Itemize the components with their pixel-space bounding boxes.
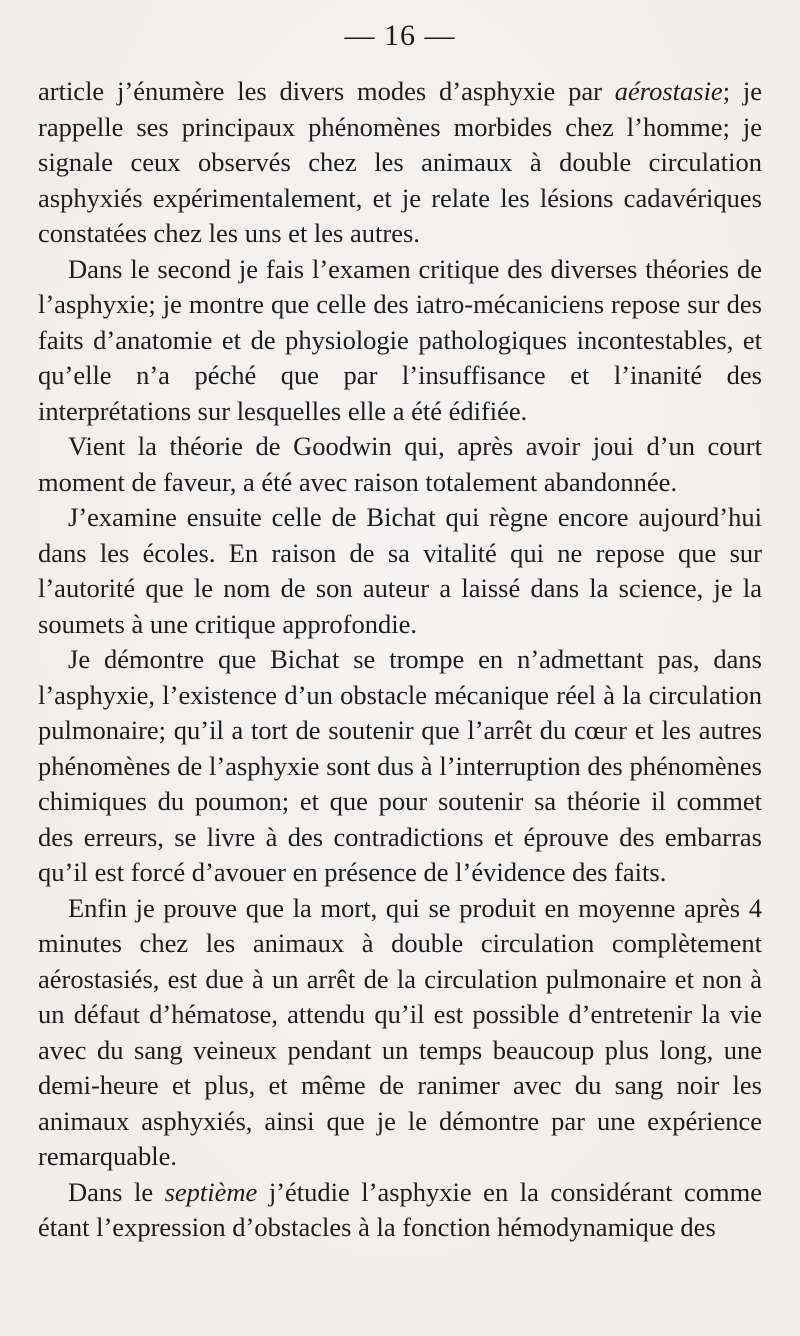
paragraph-1 — [38, 74, 762, 252]
term-aerostasie: aérostasie — [614, 76, 723, 106]
paragraph-1-text-start: article j’énumère les divers modes d’asphyxie par — [38, 76, 615, 106]
paragraph-7-text-end: j’étudie l’asphyxie en la considérant comme étant l’expression d’obstacles à la fonction hémodynamique des — [38, 1176, 762, 1242]
paragraph-4: J’examine ensuite celle de Bichat qui règne encore aujourd’hui dans les écoles. En raison de sa vitalité qui ne repose que sur l’autorité que le nom de son auteur a laissé dans la science, je la soumets à une critique approfondie. — [38, 502, 762, 639]
paragraph-7-text-start: Dans le — [68, 1176, 165, 1207]
paragraph-7 — [38, 1175, 762, 1246]
paragraph-2: Dans le second je fais l’examen critique des diverses théories de l’asphyxie; je montre que celle des iatro-mécaniciens repose sur des faits d’anatomie et de physiologie pathologiques incontestables, et qu’elle n’a péché que par l’insuffisance et l’inanité des interprétations sur lesquelles elle a été édifiée. — [38, 253, 762, 426]
paragraph-5: Je démontre que Bichat se trompe en n’admettant pas, dans l’asphyxie, l’existence d’un obstacle mécanique réel à la circulation pulmonaire; qu’il a tort de soutenir que l’arrêt du cœur et les autres phénomènes de l’asphyxie sont dus à l’interruption des phénomènes chimiques du poumon; et que pour soutenir sa théorie il commet des erreurs, se livre à des contradictions et éprouve des embarras qu’il est forcé d’avouer en présence de l’évidence des faits. — [38, 644, 762, 887]
page-number: — 16 — — [344, 19, 456, 52]
paragraph-3: Vient la théorie de Goodwin qui, après avoir joui d’un court moment de faveur, a été avec raison totalement abandonnée. — [38, 431, 762, 497]
paragraph-6: Enfin je prouve que la mort, qui se produit en moyenne après 4 minutes chez les animaux à double circulation complètement aérostasiés, est due à un arrêt de la circulation pulmonaire et non à un défaut d’hématose, attendu qu’il est possible d’entretenir la vie avec du sang veineux pendant un temps beaucoup plus long, une demi-heure et plus, et même de ranimer avec du sang noir les animaux asphyxiés, ainsi que je le démontre par une expérience remarquable. — [38, 892, 762, 1171]
paragraph-1-text-end: ; je rappelle ses principaux phénomènes morbides chez l’homme; je signale ceux observés chez les animaux à double circulation asphyxiés expérimentalement, et je relate les lésions cadavériques constatées chez les uns et les autres. — [38, 76, 762, 248]
term-septieme: septième — [164, 1176, 258, 1207]
